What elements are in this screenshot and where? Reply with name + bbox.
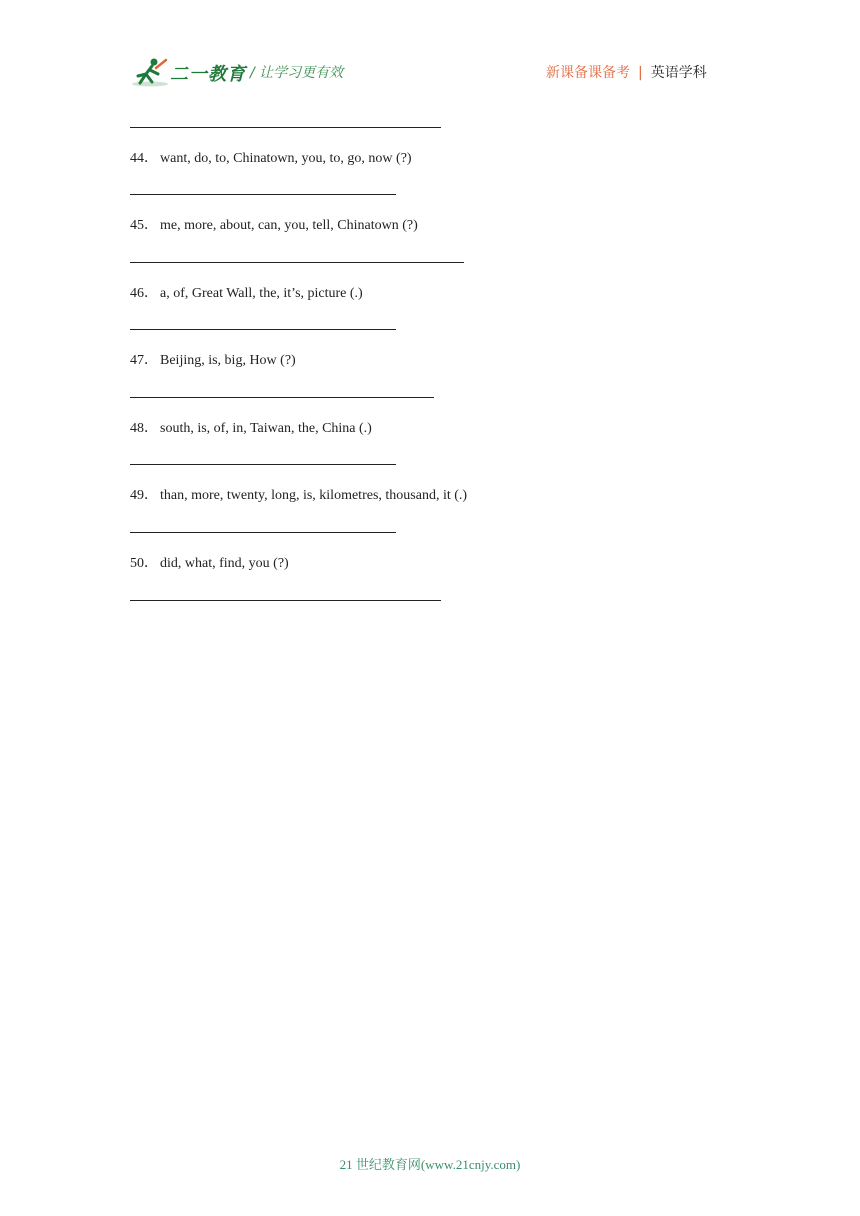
question-number: 50． — [130, 556, 158, 571]
question-44 — [130, 147, 412, 167]
question-number: 45． — [130, 218, 158, 233]
answer-line-45[interactable] — [130, 262, 464, 263]
question-number: 49． — [130, 488, 158, 503]
header-course-label: 新课备课备考 — [546, 65, 630, 81]
question-text: me, more, about, can, you, tell, Chinatown (?) — [160, 218, 418, 233]
question-number: 46． — [130, 286, 158, 301]
answer-line-47[interactable] — [130, 397, 434, 398]
question-47 — [130, 349, 296, 369]
header-subject: 英语学科 — [650, 65, 707, 81]
question-text: Beijing, is, big, How (?) — [160, 353, 296, 368]
header-right — [546, 62, 707, 82]
question-number: 47． — [130, 353, 158, 368]
page-footer: 21 世纪教育网(www.21cnjy.com) — [339, 1157, 521, 1172]
question-number: 48． — [130, 421, 158, 436]
question-49 — [130, 484, 467, 504]
answer-line-46[interactable] — [130, 329, 396, 330]
question-text: want, do, to, Chinatown, you, to, go, now (?) — [160, 151, 412, 166]
logo-text: 二一教育 — [170, 64, 246, 85]
question-text: did, what, find, you (?) — [160, 556, 289, 571]
answer-line-44[interactable] — [130, 194, 396, 195]
page-header — [0, 0, 860, 100]
question-48 — [130, 417, 372, 437]
question-number: 44． — [130, 151, 158, 166]
header-slogan: / 让学习更有效 — [250, 65, 344, 81]
question-46 — [130, 282, 363, 302]
question-50 — [130, 552, 289, 572]
question-text: than, more, twenty, long, is, kilometres, thousand, it (.) — [160, 488, 468, 503]
header-separator: | — [638, 65, 643, 81]
answer-line-49[interactable] — [130, 532, 396, 533]
question-text: a, of, Great Wall, the, it’s, picture (.) — [160, 286, 363, 301]
answer-line-50[interactable] — [130, 600, 441, 601]
answer-line-43[interactable] — [130, 127, 441, 128]
answer-line-48[interactable] — [130, 464, 396, 465]
question-text: south, is, of, in, Taiwan, the, China (.) — [160, 421, 372, 436]
question-45 — [130, 214, 418, 234]
